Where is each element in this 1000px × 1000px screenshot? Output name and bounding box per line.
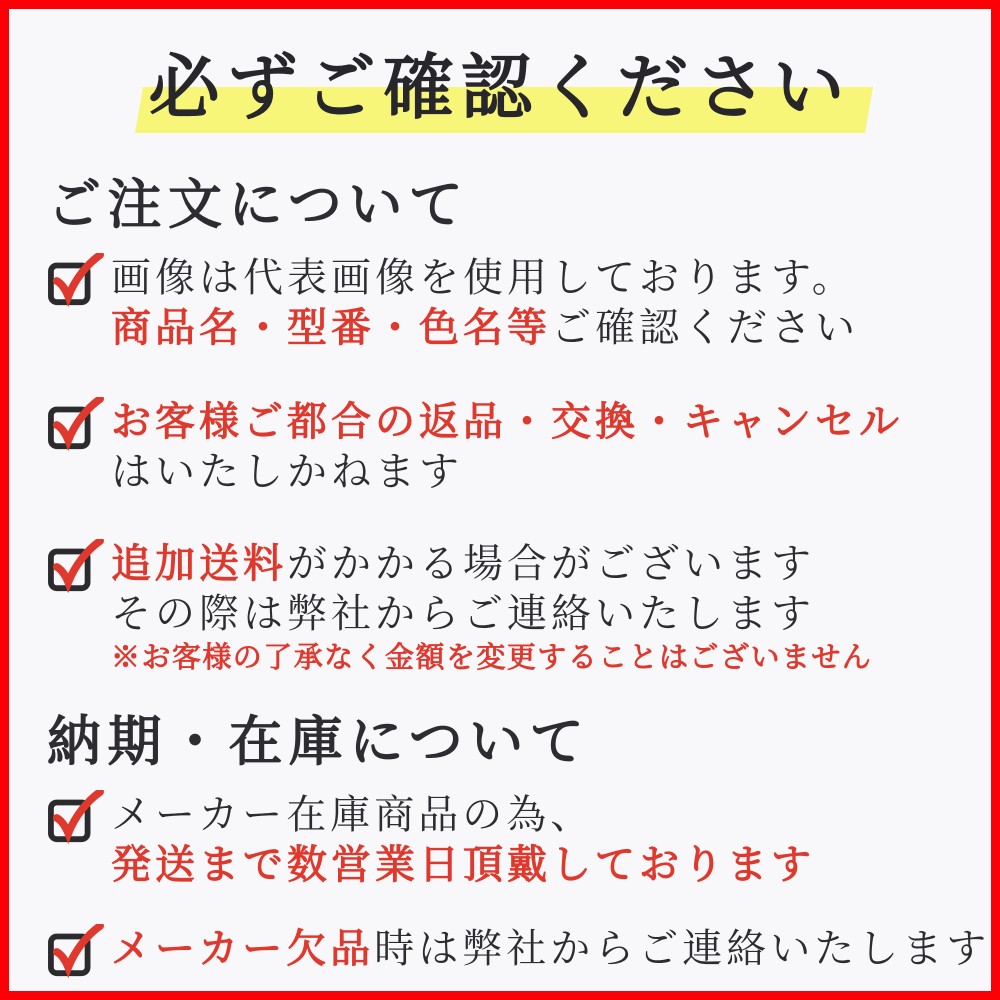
text-segment: はいたしかねます (111, 449, 463, 496)
fine-print-note: ※お客様の了承なく金額を変更することはございません (111, 640, 873, 675)
checkbox-check-icon (47, 253, 105, 307)
text-segment-emphasis: 発送まで数営業日頂戴しております (111, 840, 815, 888)
item-text (111, 253, 859, 353)
text-segment: 画像は代表画像を使用しております。 (111, 255, 856, 302)
checkbox-check-icon (47, 539, 105, 593)
checkbox-check-icon (47, 790, 105, 844)
text-segment: メーカー在庫商品の為、 (111, 791, 595, 838)
list-item (47, 924, 991, 978)
text-segment: ご確認ください (551, 305, 859, 352)
checkbox-check-icon (47, 397, 105, 451)
item-text (111, 397, 903, 497)
list-item (47, 253, 991, 353)
text-segment: 時は弊社からご連絡いたします (374, 925, 991, 972)
text-segment-emphasis: メーカー欠品 (111, 924, 375, 972)
section-heading-delivery-stock: 納期・在庫について (47, 708, 591, 773)
text-segment: その際は弊社からご連絡いたします (111, 591, 815, 638)
item-text (111, 539, 872, 675)
text-segment-emphasis: 商品名・型番・色名等 (111, 304, 551, 352)
checkbox-check-icon (47, 924, 105, 978)
section-heading-orders: ご注文について (47, 172, 470, 237)
item-text (111, 924, 990, 974)
list-item (47, 539, 991, 675)
page-title: 必ずご確認ください (148, 45, 852, 129)
text-segment-emphasis: 追加送料 (111, 540, 287, 588)
text-segment-emphasis: お客様ご都合の返品・交換・キャンセル (111, 398, 903, 446)
list-item (47, 397, 991, 497)
title-block (9, 41, 991, 133)
list-item (47, 790, 991, 890)
text-segment: がかかる場合がございます (287, 541, 815, 588)
item-text (111, 790, 815, 890)
